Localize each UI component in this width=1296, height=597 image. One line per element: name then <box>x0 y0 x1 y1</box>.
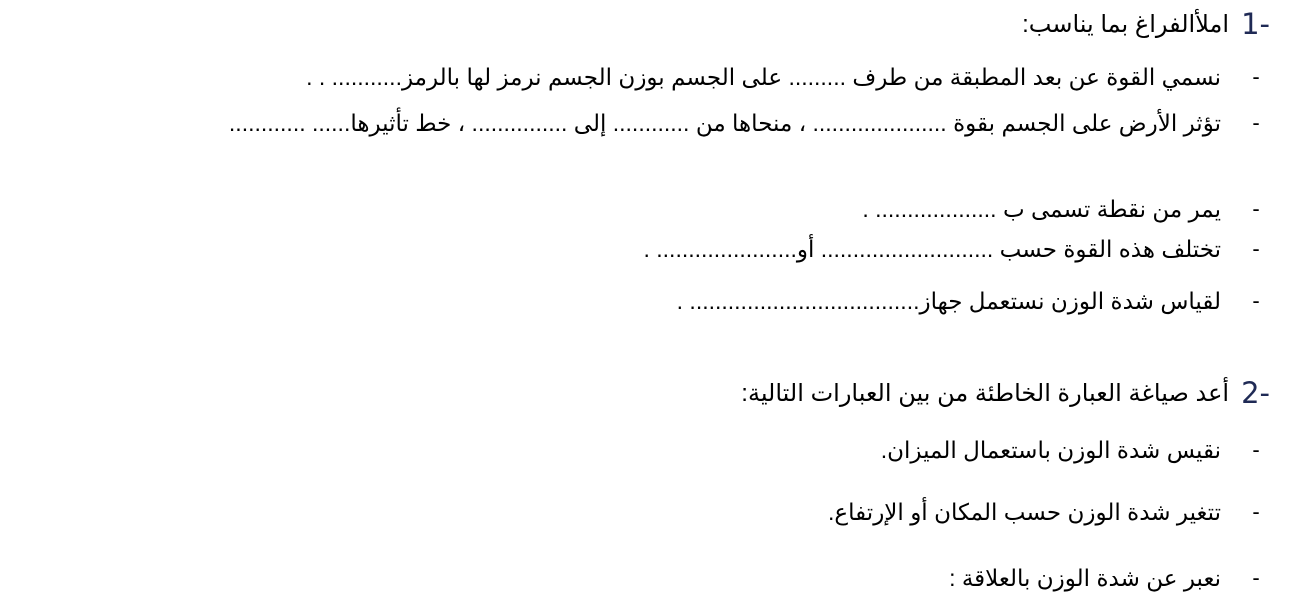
list-item-text: نسمي القوة عن بعد المطبقة من طرف ......... على الجسم بوزن الجسم نرمز لها بالرمز........... . . <box>306 64 1221 90</box>
bullet-dash: - <box>1252 565 1260 590</box>
bullet-dash: - <box>1252 437 1260 462</box>
section-1-title: املأالفراغ بما يناسب: <box>1022 10 1230 38</box>
bullet-dash: - <box>1252 110 1260 135</box>
list-item-text: نعبر عن شدة الوزن بالعلاقة : <box>949 565 1221 591</box>
section-1-heading <box>1022 6 1270 42</box>
bullet-dash: - <box>1252 196 1260 221</box>
bullet-dash: - <box>1252 236 1260 261</box>
list-item-text: نقيس شدة الوزن باستعمال الميزان. <box>880 437 1221 463</box>
list-item <box>6 566 1266 590</box>
list-item <box>6 197 1266 221</box>
section-2-title: أعد صياغة العبارة الخاطئة من بين العبارات التالية: <box>741 379 1230 407</box>
section-2-number: 2- <box>1241 376 1270 410</box>
list-item <box>6 111 1266 135</box>
bullet-dash: - <box>1252 288 1260 313</box>
list-item <box>6 237 1266 261</box>
section-2-heading <box>741 375 1270 411</box>
bullet-dash: - <box>1252 499 1260 524</box>
list-item <box>6 65 1266 89</box>
bullet-dash: - <box>1252 64 1260 89</box>
list-item-text: يمر من نقطة تسمى ب ................... . <box>862 196 1221 222</box>
section-1-number: 1- <box>1241 7 1270 41</box>
list-item-text: لقياس شدة الوزن نستعمل جهاز.................................... . <box>676 288 1221 314</box>
list-item-text: تتغير شدة الوزن حسب المكان أو الإرتفاع. <box>828 499 1221 525</box>
list-item <box>6 438 1266 462</box>
list-item-text: تختلف هذه القوة حسب ........................... أو...................... . <box>643 236 1221 262</box>
list-item <box>6 500 1266 524</box>
list-item <box>6 289 1266 313</box>
list-item-text: تؤثر الأرض على الجسم بقوة ..................... ، منحاها من ............ إلى ............... ، خط تأثيرها...... ............ <box>228 110 1221 136</box>
